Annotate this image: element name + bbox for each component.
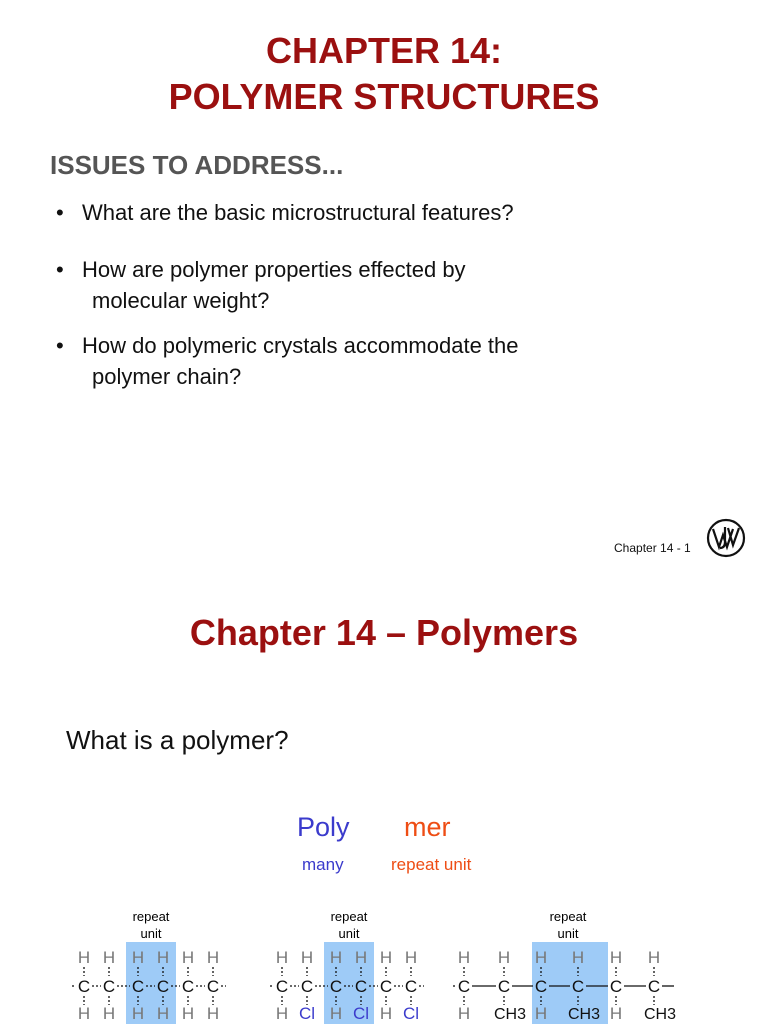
atom-c: C (457, 977, 471, 996)
atom-c: C (300, 977, 314, 996)
atom-h: H (102, 1004, 116, 1023)
atom-h: H (354, 948, 368, 967)
atom-h: H (534, 948, 548, 967)
bullet-dot: • (56, 200, 64, 225)
atom-h: H (379, 948, 393, 967)
atom-h: H (329, 1004, 343, 1023)
atom-c: C (156, 977, 170, 996)
polyethylene-diagram (70, 906, 240, 1024)
bullet-text-continued: polymer chain? (92, 364, 242, 389)
atom-h: H (77, 948, 91, 967)
poly-meaning: many (302, 855, 344, 874)
bullet-item-2 (56, 254, 466, 316)
atom-c: C (131, 977, 145, 996)
atom-c: C (354, 977, 368, 996)
atom-c: C (275, 977, 289, 996)
wiley-logo-icon (706, 518, 746, 558)
atom-c: C (102, 977, 116, 996)
title-line-1: CHAPTER 14: (265, 30, 503, 71)
poly-word: Poly (297, 812, 350, 842)
atom-h: H (534, 1004, 548, 1023)
bullet-item-1 (56, 197, 514, 228)
title-line-2: POLYMER STRUCTURES (168, 76, 600, 117)
atom-h: H (206, 948, 220, 967)
repeat-label-1: repeat (132, 909, 170, 924)
atom-h: H (181, 948, 195, 967)
atom-h: H (77, 1004, 91, 1023)
bullet-dot: • (56, 333, 64, 358)
atom-c: C (404, 977, 418, 996)
atom-h: H (457, 1004, 471, 1023)
mer-meaning: repeat unit (391, 855, 472, 874)
atom-h: H (300, 948, 314, 967)
atom-h: H (181, 1004, 195, 1023)
repeat-label-2: unit (557, 926, 579, 941)
bullet-text: How do polymeric crystals accommodate the (82, 333, 519, 358)
bullet-item-3 (56, 330, 519, 392)
repeat-label-1: repeat (549, 909, 587, 924)
atom-h: H (609, 948, 623, 967)
atom-h: H (457, 948, 471, 967)
atom-h: H (379, 1004, 393, 1023)
atom-h: H (131, 1004, 145, 1023)
bullet-dot: • (56, 257, 64, 282)
atom-h: H (275, 1004, 289, 1023)
polypropylene-diagram (452, 906, 682, 1024)
atom-cl: Cl (402, 1004, 420, 1023)
atom-c: C (647, 977, 661, 996)
atom-c: C (609, 977, 623, 996)
atom-h: H (647, 948, 661, 967)
slide-2-title: Chapter 14 – Polymers (189, 612, 579, 653)
atom-h: H (156, 1004, 170, 1023)
page-footer: Chapter 14 - 1 (614, 541, 691, 555)
methyl-group: CH3 (567, 1006, 601, 1023)
atom-c: C (571, 977, 585, 996)
atom-h: H (404, 948, 418, 967)
bullet-text-continued: molecular weight? (92, 288, 270, 313)
question-text: What is a polymer? (66, 725, 289, 755)
repeat-label-2: unit (140, 926, 162, 941)
pvc-chain (268, 906, 438, 1029)
repeat-label-1: repeat (330, 909, 368, 924)
bullet-text: What are the basic microstructural features? (82, 200, 514, 225)
atom-h: H (571, 948, 585, 967)
atom-c: C (77, 977, 91, 996)
repeat-label-2: unit (338, 926, 360, 941)
issues-heading: ISSUES TO ADDRESS... (50, 150, 344, 180)
bullet-text: How are polymer properties effected by (82, 257, 466, 282)
atom-cl: Cl (352, 1004, 370, 1023)
atom-h: H (131, 948, 145, 967)
atom-cl: Cl (298, 1004, 316, 1023)
atom-h: H (329, 948, 343, 967)
atom-c: C (379, 977, 393, 996)
methyl-group: CH3 (493, 1006, 527, 1023)
atom-c: C (329, 977, 343, 996)
atom-h: H (102, 948, 116, 967)
atom-h: H (206, 1004, 220, 1023)
atom-c: C (181, 977, 195, 996)
polyethylene-chain (70, 906, 240, 1029)
mer-word: mer (404, 812, 451, 842)
atom-c: C (534, 977, 548, 996)
slide-1-title (0, 28, 768, 120)
methyl-group: CH3 (643, 1006, 677, 1023)
atom-h: H (275, 948, 289, 967)
atom-h: H (497, 948, 511, 967)
atom-c: C (206, 977, 220, 996)
atom-h: H (609, 1004, 623, 1023)
polypropylene-chain (452, 906, 682, 1029)
pvc-diagram (268, 906, 438, 1024)
atom-h: H (156, 948, 170, 967)
atom-c: C (497, 977, 511, 996)
